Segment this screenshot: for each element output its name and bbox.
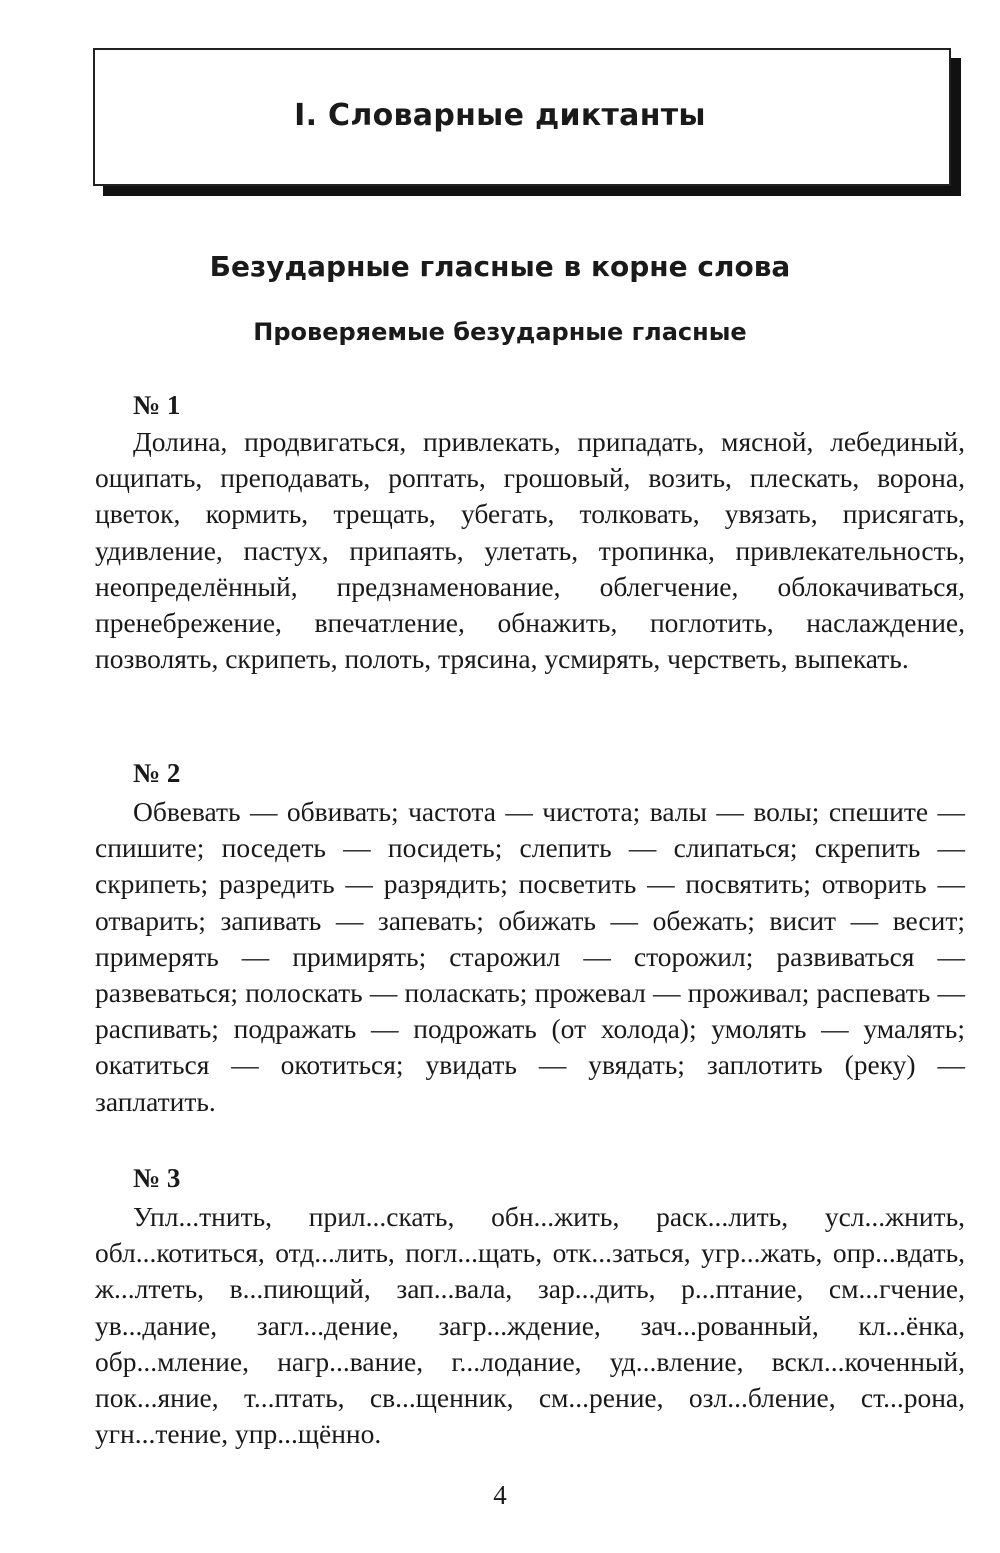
exercise-text: Обвевать — обвивать; частота — чистота; валы — волы; спешите — спишите; поседеть — посидеть; слепить — слипаться; скрепить — скрипеть; разредить — разрядить; посветить — посвятить; отворить — отварить; запивать — запевать; обижать — обежать; висит — весит; примерять — примирять; старожил — сторожил; развиваться — развеваться; полоскать — поласкать; прожевал — проживал; распевать — распивать; подражать — подрожать (от холода); умолять — умалять; окатиться — окотиться; увидать — увядать; заплотить (реку) — заплатить. <box>95 796 965 1117</box>
section-title: Безударные гласные в корне слова <box>209 250 791 283</box>
exercise-number: № 1 <box>133 390 181 420</box>
exercise-text: Упл...тнить, прил...скать, обн...жить, раск...лить, усл...жнить, обл...котиться, отд...лить, погл...щать, отк...заться, угр...жать, опр...вдать, ж...лтеть, в...пиющий, зап...вала, зар...дить, р...птание, см...гчение, ув...дание, загл...дение, загр...ждение, зач...рованный, кл...ёнка, обр...мление, нагр...вание, г...лодание, уд...вление, вскл...коченный, пок...яние, т...птать, св...щенник, см...рение, озл...бление, ст...рона, угн...тение, упр...щённо. <box>95 1201 965 1450</box>
subsection-title: Проверяемые безударные гласные <box>253 318 747 346</box>
exercise-number: № 3 <box>133 1163 181 1193</box>
chapter-title: I. Словарные диктанты <box>294 98 706 133</box>
exercise-text: Долина, продвигаться, привлекать, припадать, мясной, лебединый, ощипать, преподавать, роптать, грошовый, возить, плескать, ворона, цветок, кормить, трещать, убегать, толковать, увязать, присягать, удивление, пастух, припаять, улетать, тропинка, привлекательность, неопределённый, предзнаменование, облегчение, облокачиваться, пренебрежение, впечатление, обнажить, поглотить, наслаждение, позволять, скрипеть, полоть, трясина, усмирять, черстветь, выпекать. <box>95 426 965 675</box>
page-number: 4 <box>493 1480 507 1510</box>
exercise-number: № 2 <box>133 758 181 788</box>
